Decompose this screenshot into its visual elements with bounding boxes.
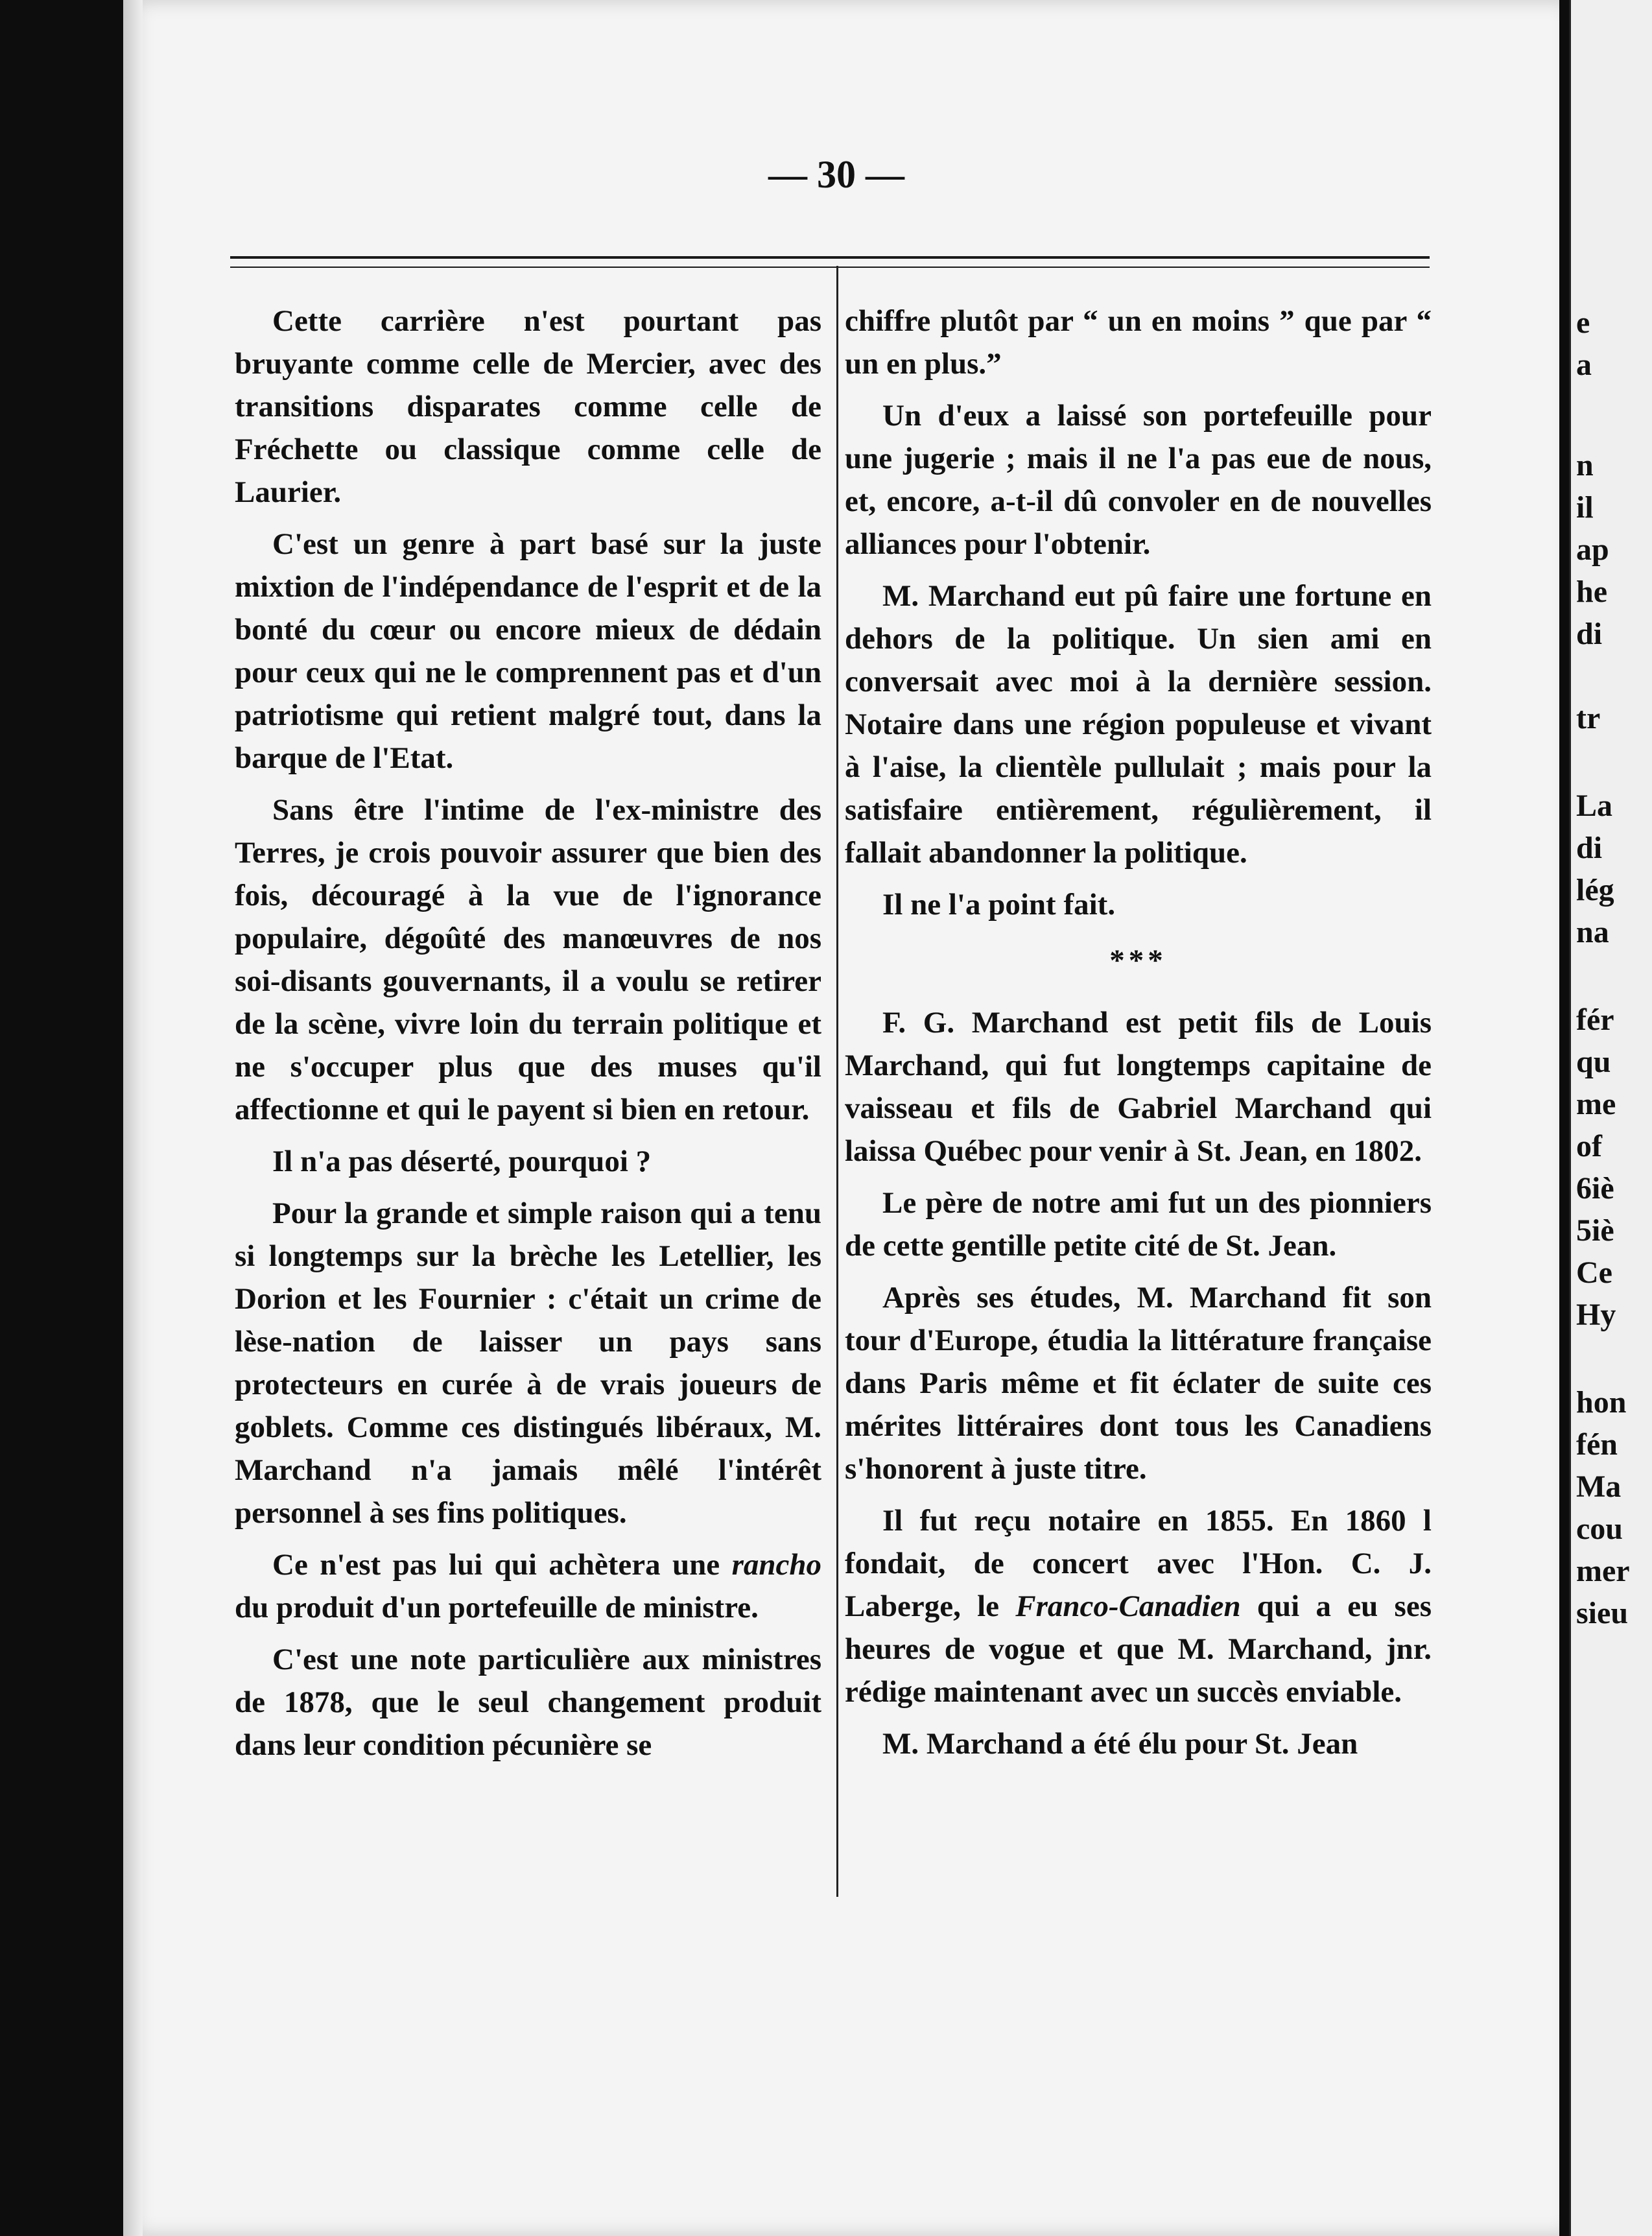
next-page-fragment: qu	[1576, 1045, 1611, 1079]
next-page-fragment: fér	[1576, 1003, 1614, 1037]
page-binding-edge	[123, 0, 143, 2236]
next-page-fragment: 6iè	[1576, 1171, 1614, 1206]
next-page-fragment: e	[1576, 305, 1590, 340]
next-page-fragment: lég	[1576, 873, 1614, 907]
next-page-fragment: Ce	[1576, 1255, 1612, 1290]
next-page-fragment: di	[1576, 617, 1603, 651]
next-page-fragment: il	[1576, 490, 1594, 525]
right-column	[845, 300, 1432, 1774]
text-run: du produit d'un portefeuille de ministre.	[235, 1591, 759, 1624]
next-page-fragment: ap	[1576, 532, 1609, 567]
paragraph: Il n'a pas déserté, pourquoi ?	[272, 1145, 652, 1178]
paragraph: Pour la grande et simple raison qui a tenu si longtemps sur la brèche les Letellier, les Dorion et les Fournier : c'était un crime de lèse-nation de laisser un pays sans protecteurs en curée à de vrais joueurs de goblets. Comme ces distingués libéraux, M. Marchand n'a jamais mêlé l'intérêt personnel à ses fins politiques.	[235, 1196, 821, 1530]
paragraph	[845, 1499, 1432, 1713]
paragraph: M. Marchand a été élu pour St. Jean	[882, 1727, 1358, 1761]
next-page-fragment: di	[1576, 831, 1603, 865]
next-page-fragment: hon	[1576, 1385, 1627, 1420]
next-page-fragment: 5iè	[1576, 1213, 1614, 1248]
next-page-fragment: Hy	[1576, 1298, 1616, 1332]
paragraph: M. Marchand eut pû faire une fortune en dehors de la politique. Un sien ami en conversait avec moi à la dernière session. Notaire dans une région populeuse et vivant à l'aise, la clientèle pullulait ; mais pour la satisfaire entièrement, régulièrement, il fallait abandonner la politique.	[845, 579, 1432, 870]
next-page-fragment: of	[1576, 1129, 1602, 1163]
paragraph: Un d'eux a laissé son portefeuille pour une jugerie ; mais il ne l'a pas eue de nous, et, encore, a-t-il dû convoler en de nouvelles alliances pour l'obtenir.	[845, 399, 1432, 561]
paragraph: F. G. Marchand est petit fils de Louis Marchand, qui fut longtemps capitaine de vaisseau et fils de Gabriel Marchand qui laissa Québec pour venir à St. Jean, en 1802.	[845, 1006, 1432, 1168]
next-page-fragment: a	[1576, 348, 1592, 382]
next-page-fragment: mer	[1576, 1554, 1630, 1588]
next-page-fragment: Ma	[1576, 1469, 1622, 1504]
text-run: qui a eu ses heures de vogue et que M. Marchand, jnr. rédige maintenant avec un succès enviable.	[845, 1589, 1432, 1709]
left-column	[235, 300, 821, 1776]
next-page-fragment: na	[1576, 915, 1609, 949]
text-run: Ce n'est pas lui qui achètera une	[272, 1548, 732, 1582]
next-page-fragment: me	[1576, 1087, 1616, 1121]
next-page-fragment: n	[1576, 448, 1594, 482]
column-divider	[836, 266, 838, 1897]
adjacent-page-edge	[1569, 0, 1652, 2236]
italic-title: Franco-Canadien	[1015, 1589, 1241, 1623]
next-page-fragment: cou	[1576, 1512, 1623, 1546]
italic-term: rancho	[731, 1548, 821, 1582]
header-rule	[230, 256, 1430, 268]
paragraph: Le père de notre ami fut un des pionniers de cette gentille petite cité de St. Jean.	[845, 1186, 1432, 1263]
page-number: — 30 —	[768, 153, 904, 196]
paragraph	[235, 1543, 821, 1629]
paragraph: chiffre plutôt par “ un en moins ” que par “ un en plus.”	[845, 304, 1432, 381]
next-page-fragment: he	[1576, 575, 1607, 609]
paragraph: Il ne l'a point fait.	[882, 888, 1116, 922]
next-page-fragment: fén	[1576, 1427, 1618, 1462]
paragraph: Cette carrière n'est pourtant pas bruyante comme celle de Mercier, avec des transitions disparates comme celle de Fréchette ou classique comme celle de Laurier.	[235, 304, 821, 509]
paragraph: C'est une note particulière aux ministres de 1878, que le seul changement produit dans leur condition pécunière se	[235, 1643, 821, 1762]
next-page-fragment: sieu	[1576, 1596, 1629, 1630]
next-page-fragment: La	[1576, 789, 1613, 823]
paragraph: Après ses études, M. Marchand fit son tour d'Europe, étudia la littérature française dans Paris même et fit éclater de suite ces mérites littéraires dont tous les Canadiens s'honorent à juste titre.	[845, 1281, 1432, 1486]
paragraph: C'est un genre à part basé sur la juste mixtion de l'indépendance de l'esprit et de la bonté du cœur ou encore mieux de dédain pour ceux qui ne le comprennent pas et d'un patriotisme qui retient malgré tout, dans la barque de l'Etat.	[235, 527, 821, 775]
text-run: Il fut reçu notaire en 1855. En 1860 l fondait, de concert avec l'Hon. C. J. Laberge, le	[845, 1504, 1432, 1623]
next-page-fragment: tr	[1576, 701, 1601, 735]
paragraph: Sans être l'intime de l'ex-ministre des Terres, je crois pouvoir assurer que bien des fois, découragé à la vue de l'ignorance populaire, dégoûté des manœuvres de nos soi-disants gouvernants, il a voulu se retirer de la scène, vivre loin du terrain politique et ne s'occuper plus que des muses qu'il affectionne et qui le payent si bien en retour.	[235, 793, 821, 1126]
section-separator-asterism: ***	[1109, 944, 1167, 977]
